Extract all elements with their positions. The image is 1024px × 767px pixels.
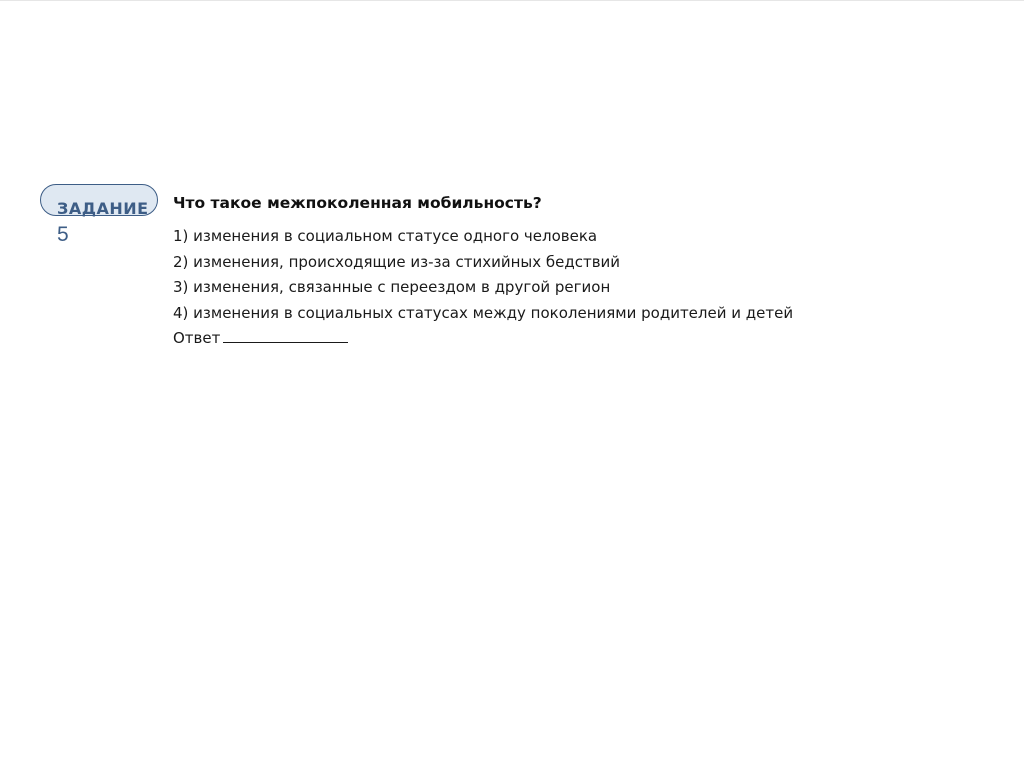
top-divider bbox=[0, 0, 1024, 1]
answer-label: Ответ bbox=[173, 329, 221, 347]
option-2: 2) изменения, происходящие из-за стихийных бедствий bbox=[173, 252, 621, 271]
answer-row bbox=[173, 326, 348, 351]
option-3: 3) изменения, связанные с переездом в другой регион bbox=[173, 278, 611, 296]
question-text: Что такое межпоколенная мобильность? bbox=[173, 194, 542, 212]
option-4: 4) изменения в социальных статусах между поколениями родителей и детей bbox=[173, 303, 794, 322]
answer-options bbox=[173, 224, 793, 326]
option-1: 1) изменения в социальном статусе одного человека bbox=[173, 227, 598, 245]
task-badge-label: ЗАДАНИЕ bbox=[57, 199, 149, 218]
answer-blank-line[interactable] bbox=[223, 328, 348, 343]
task-number: 5 bbox=[57, 223, 69, 246]
